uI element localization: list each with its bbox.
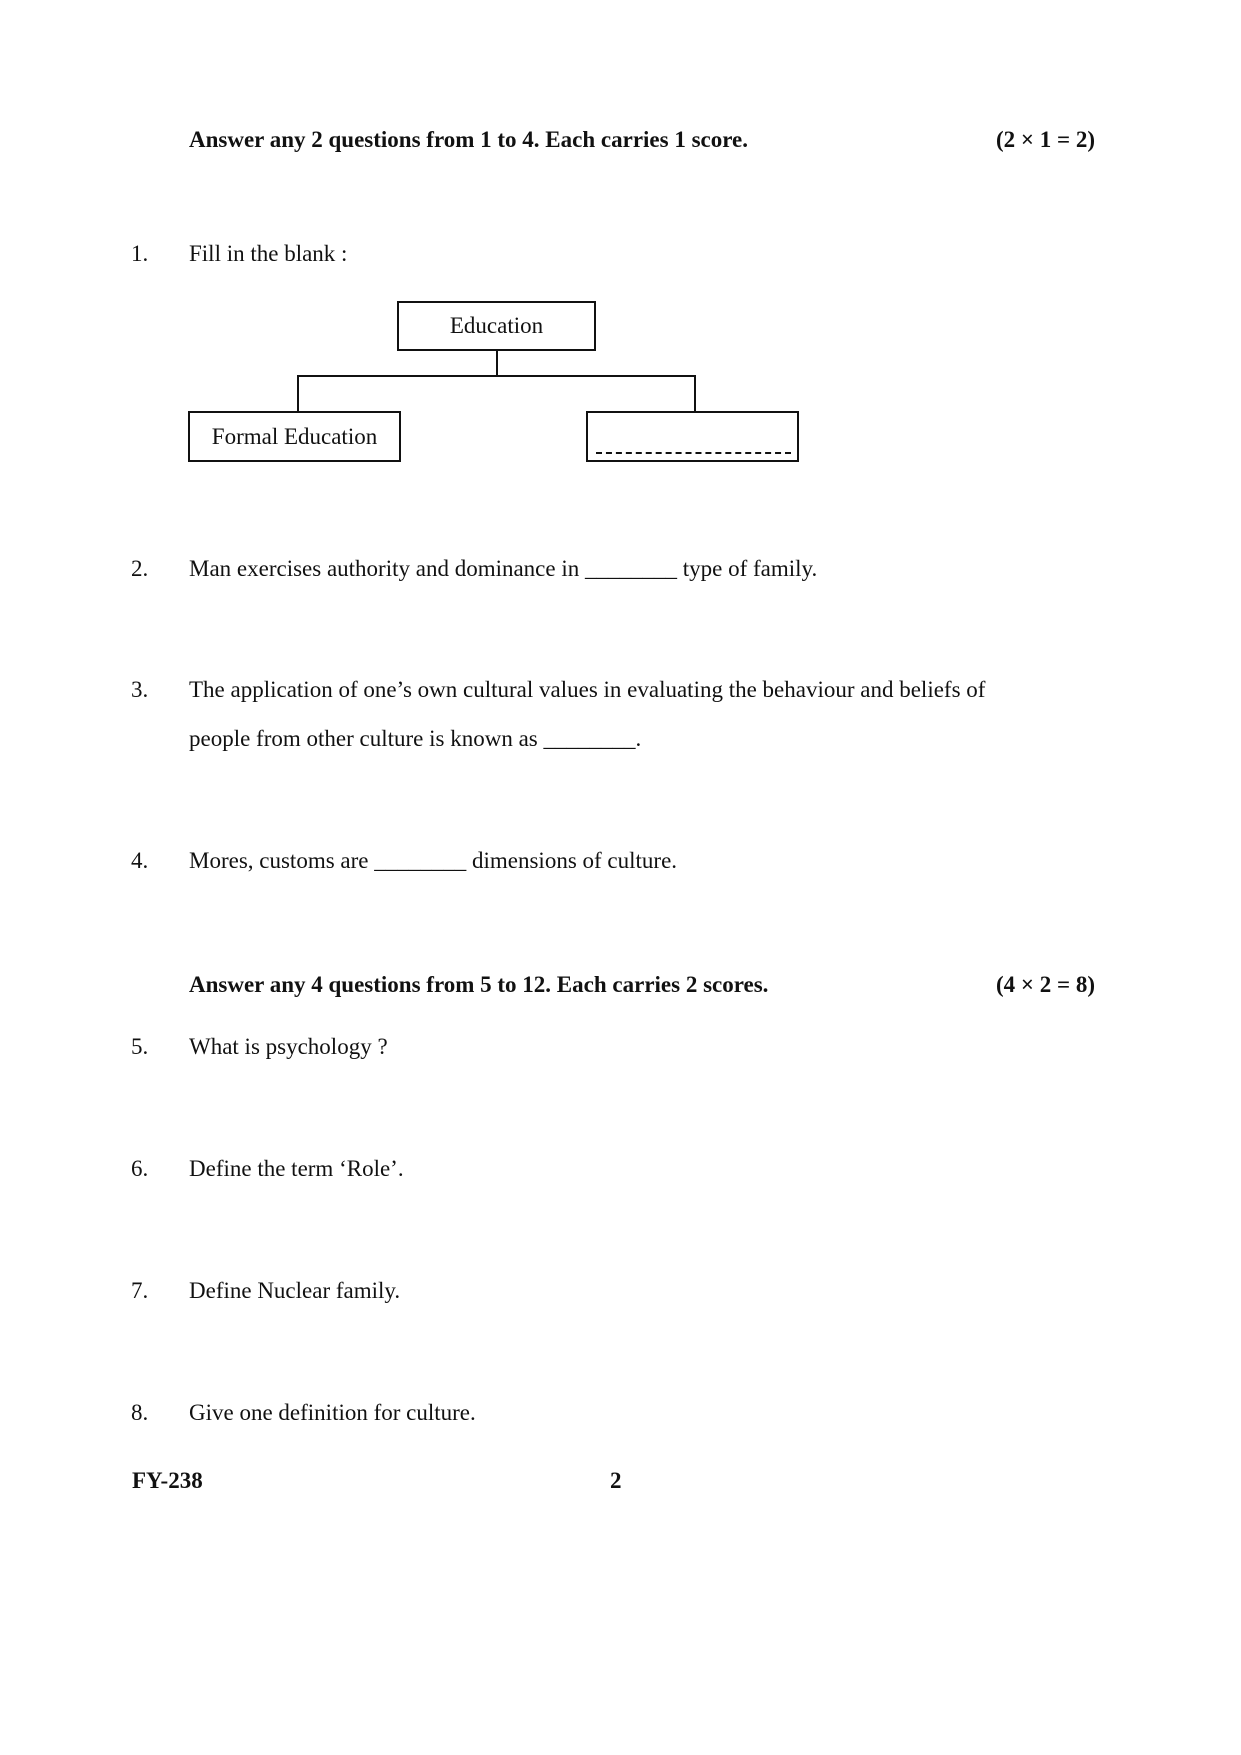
blank-dashed-line	[596, 452, 791, 454]
footer-paper-code: FY-238	[132, 1468, 203, 1493]
q2-number: 2.	[131, 556, 149, 581]
q6-number: 6.	[131, 1156, 149, 1181]
q5-number: 5.	[131, 1034, 149, 1059]
connector-right-drop	[694, 375, 696, 412]
diagram-root-box	[397, 301, 596, 351]
section-a-instruction: Answer any 2 questions from 1 to 4. Each carries 1 score.	[189, 127, 748, 152]
q8-text: Give one definition for culture.	[189, 1400, 476, 1425]
footer-page-number: 2	[610, 1468, 622, 1493]
diagram-root-label: Education	[449, 313, 544, 338]
connector-horizontal	[297, 375, 696, 377]
section-a-marks: (2 × 1 = 2)	[996, 127, 1096, 152]
section-b-instruction: Answer any 4 questions from 5 to 12. Each carries 2 scores.	[189, 972, 769, 997]
q1-number: 1.	[131, 241, 149, 266]
diagram-left-box	[188, 411, 401, 462]
q4-text: Mores, customs are ________ dimensions of culture.	[189, 848, 678, 873]
connector-left-drop	[297, 375, 299, 412]
diagram-blank-box	[586, 411, 799, 462]
q4-number: 4.	[131, 848, 149, 873]
q3-line1: The application of one’s own cultural values in evaluating the behaviour and beliefs of	[189, 677, 986, 702]
q3-line2: people from other culture is known as ________.	[189, 726, 642, 751]
q7-number: 7.	[131, 1278, 149, 1303]
q3-number: 3.	[131, 677, 149, 702]
q2-text: Man exercises authority and dominance in ________ type of family.	[189, 556, 818, 581]
connector-root-stem	[496, 350, 498, 376]
q7-text: Define Nuclear family.	[189, 1278, 401, 1303]
diagram-left-label: Formal Education	[211, 423, 378, 449]
q1-text: Fill in the blank :	[189, 241, 348, 266]
q6-text: Define the term ‘Role’.	[189, 1156, 404, 1181]
q5-text: What is psychology ?	[189, 1034, 388, 1059]
section-b-marks: (4 × 2 = 8)	[996, 972, 1096, 997]
q8-number: 8.	[131, 1400, 149, 1425]
